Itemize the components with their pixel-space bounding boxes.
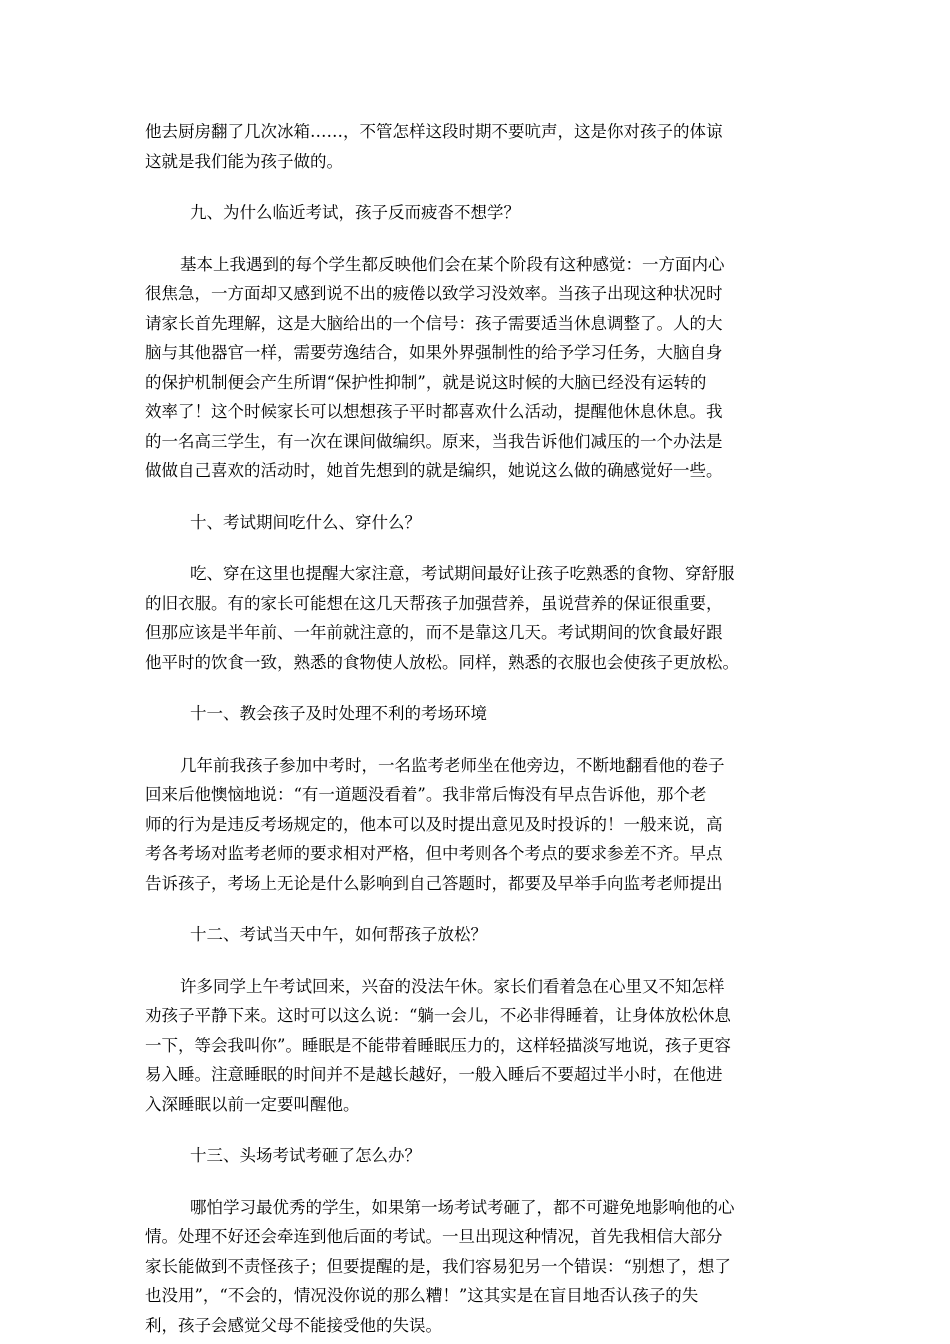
- text-line: 入深睡眠以前一定要叫醒他。: [145, 1094, 360, 1114]
- text-line: 易入睡。注意睡眠的时间并不是越长越好，一般入睡后不要超过半小时，在他进: [145, 1065, 723, 1084]
- text-line: 这就是我们能为孩子做的。: [145, 151, 343, 171]
- text-line: 请家长首先理解，这是大脑给出的一个信号：孩子需要适当休息调整了。人的大: [145, 313, 723, 333]
- text-line: 许多同学上午考试回来，兴奋的没法午休。家长们看着急在心里又不知怎样: [180, 976, 725, 996]
- text-line: 告诉孩子，考场上无论是什么影响到自己答题时，都要及早举手向监考老师提出: [145, 873, 723, 893]
- intro-paragraph: [145, 117, 815, 176]
- section-paragraph-13: [145, 1193, 815, 1341]
- section-heading-12: 十二、考试当天中午，如何帮孩子放松？: [190, 925, 487, 944]
- text-line: 家长能做到不责怪孩子；但要提醒的是，我们容易犯另一个错误：“别想了，想了: [145, 1256, 731, 1276]
- text-line: 的旧衣服。有的家长可能想在这几天帮孩子加强营养，虽说营养的保证很重要，: [145, 593, 723, 613]
- text-line: 的一名高三学生，有一次在课间做编织。原来，当我告诉他们减压的一个办法是: [145, 431, 723, 451]
- section-paragraph-12: [145, 972, 815, 1120]
- text-line: 效率了！这个时候家长可以想想孩子平时都喜欢什么活动，提醒他休息休息。我: [145, 402, 723, 421]
- section-heading-11: 十一、教会孩子及时处理不利的考场环境: [190, 704, 487, 723]
- text-line: 情。处理不好还会牵连到他后面的考试。一旦出现这种情况，首先我相信大部分: [145, 1227, 723, 1246]
- section-paragraph-11: [145, 751, 815, 899]
- text-line: 脑与其他器官一样，需要劳逸结合，如果外界强制性的给予学习任务，大脑自身: [145, 343, 723, 362]
- section-heading-9: 九、为什么临近考试，孩子反而疲沓不想学？: [190, 203, 520, 222]
- text-line: 很焦急，一方面却又感到说不出的疲倦以致学习没效率。当孩子出现这种状况时: [145, 284, 723, 303]
- text-line: 做做自己喜欢的活动时，她首先想到的就是编织，她说这么做的确感觉好一些。: [145, 461, 723, 480]
- text-line: 他平时的饮食一致，熟悉的食物使人放松。同样，熟悉的衣服也会使孩子更放松。: [145, 652, 739, 672]
- section-paragraph-10: [145, 559, 815, 677]
- text-line: 哪怕学习最优秀的学生，如果第一场考试考砸了，都不可避免地影响他的心: [190, 1197, 735, 1217]
- section-heading-13: 十三、头场考试考砸了怎么办？: [190, 1146, 421, 1165]
- text-line: 考各考场对监考老师的要求相对严格，但中考则各个考点的要求参差不齐。早点: [145, 844, 723, 863]
- text-line: 劝孩子平静下来。这时可以这么说：“躺一会儿，不必非得睡着，让身体放松休息: [145, 1006, 731, 1025]
- text-line: 基本上我遇到的每个学生都反映他们会在某个阶段有这种感觉：一方面内心: [180, 254, 725, 274]
- text-line: 的保护机制便会产生所谓“保护性抑制”，就是说这时候的大脑已经没有运转的: [145, 372, 707, 392]
- text-line: 也没用”，“不会的，情况没你说的那么糟！”这其实是在盲目地否认孩子的失: [145, 1286, 699, 1305]
- text-line: 几年前我孩子参加中考时，一名监考老师坐在他旁边，不断地翻看他的卷子: [180, 755, 725, 775]
- section-heading-10: 十、考试期间吃什么、穿什么？: [190, 512, 421, 532]
- text-line: 师的行为是违反考场规定的，他本可以及时提出意见及时投诉的！一般来说，高: [145, 814, 723, 834]
- section-paragraph-9: [145, 250, 815, 486]
- text-line: 回来后他懊恼地说：“有一道题没看着”。我非常后悔没有早点告诉他，那个老: [145, 785, 707, 804]
- text-line: 但那应该是半年前、一年前就注意的，而不是靠这几天。考试期间的饮食最好跟: [145, 623, 723, 642]
- text-line: 他去厨房翻了几次冰箱……，不管怎样这段时期不要吭声，这是你对孩子的体谅: [145, 122, 723, 141]
- text-line: 吃、穿在这里也提醒大家注意，考试期间最好让孩子吃熟悉的食物、穿舒服: [190, 564, 735, 583]
- text-line: 利，孩子会感觉父母不能接受他的失误。: [145, 1315, 442, 1335]
- text-line: 一下，等会我叫你”。睡眠是不能带着睡眠压力的，这样轻描淡写地说，孩子更容: [145, 1035, 731, 1055]
- document-body: [145, 117, 815, 1340]
